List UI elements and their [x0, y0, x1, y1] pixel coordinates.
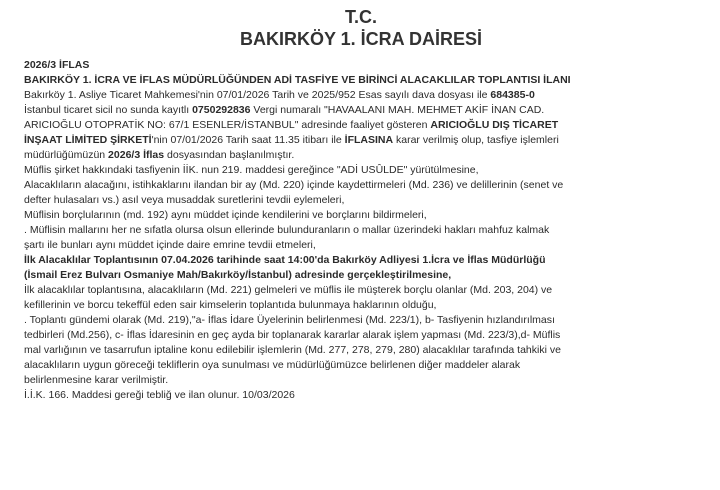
text-span: Bakırköy 1. Asliye Ticaret Mahkemesi'nin 07/01/2026 Tarih ve 2025/952 Esas sayılı dava dosyası ile — [24, 89, 491, 101]
text-span: İstanbul ticaret sicil no sunda kayıtlı — [24, 104, 193, 116]
body-line: tedbirleri (Md.256), c- İflas İdaresinin en geç ayda bir toplanarak kararlar alarak işlem yapması (Md. 223/3),d- Müflis — [24, 329, 561, 341]
trade-registry-number: 684385-0 — [490, 89, 535, 101]
bankruptcy-word: İFLASINA — [344, 134, 394, 146]
body-line: Müflis şirket hakkındaki tasfiyenin İİK. nun 219. maddesi gereğince "ADİ USÛLDE" yürütülmesine, — [24, 164, 479, 176]
meeting-line: (İsmail Erez Bulvarı Osmaniye Mah/Bakırköy/İstanbul) adresinde gerçekleştirilmesine, — [24, 269, 452, 281]
text-span: karar verilmiş olup, tasfiye işlemleri — [393, 134, 559, 146]
body-line: Alacaklıların alacağını, istihkaklarını ilandan bir ay (Md. 220) içinde kaydettirmeleri (Md. 236) ve delillerinin (senet ve — [24, 179, 564, 191]
body-line: . Müflisin mallarını her ne sıfatla olursa olsun ellerinde bulunduranların o mallar üzerindeki hakları mahfuz kalmak — [24, 224, 550, 236]
body-line: kefillerinin ve borcu tekeffül eden sair kimselerin toplantıda bulunmaya haklarının olduğu, — [24, 299, 437, 311]
body-line: . Toplantı gündemi olarak (Md. 219),"a- İflas İdare Üyelerinin belirlenmesi (Md. 223/1), b- Tasfiyenin hızlandırılması — [24, 314, 555, 326]
header-office: BAKIRKÖY 1. İCRA DAİRESİ — [239, 29, 483, 49]
header-republic: T.C. — [344, 7, 377, 27]
file-reference: 2026/3 İFLAS — [24, 59, 90, 71]
body-line: şartı ile bunları aynı müddet içinde daire emrine tevdii etmeleri, — [24, 239, 316, 251]
text-span: dosyasından başlanılmıştır. — [164, 149, 295, 161]
body-line: mal varlığının ve tasarrufun iptaline konu edilebilir işlemlerin (Md. 277, 278, 279, 280) alacaklılar tarafında tahkiki ve — [24, 344, 561, 356]
company-name: ARICIOĞLU DIŞ TİCARET — [430, 119, 559, 131]
body-line: alacaklıların uygun göreceği tekliflerin oya sunulması ve müdürlüğümüzce belirlenen diğer maddeler alarak — [24, 359, 521, 371]
body-line: Müflisin borçlularının (md. 192) aynı müddet içinde kendilerini ve borçlarını bildirmeleri, — [24, 209, 427, 221]
bankruptcy-file: 2026/3 İflas — [108, 149, 165, 161]
notice-title: BAKIRKÖY 1. İCRA VE İFLAS MÜDÜRLÜĞÜNDEN ADİ TASFİYE VE BİRİNCİ ALACAKLILAR TOPLANTISI İLANI — [24, 74, 571, 86]
tax-number: 0750292836 — [192, 104, 251, 116]
body-line: belirlenmesine karar verilmiştir. — [24, 374, 169, 386]
text-span: müdürlüğümüzün — [24, 149, 109, 161]
notice-body — [24, 88, 698, 403]
closing-line: İ.İ.K. 166. Maddesi gereği tebliğ ve ilan olunur. 10/03/2026 — [24, 389, 295, 401]
text-span: ARICIOĞLU OTOPRATİK NO: 67/1 ESENLER/İSTANBUL" adresinde faaliyet gösteren — [24, 119, 431, 131]
meeting-line: İlk Alacaklılar Toplantısının 07.04.2026 tarihinde saat 14:00'da Bakırköy Adliyesi 1.İcra ve İflas Müdürlüğü — [24, 254, 546, 266]
body-line: İlk alacaklılar toplantısına, alacaklıların (Md. 221) gelmeleri ve müflis ile müşterek borçlu olanlar (Md. 203, 204) ve — [24, 284, 553, 296]
text-span: Vergi numaralı "HAVAALANI MAH. MEHMET AKİF İNAN CAD. — [250, 104, 545, 116]
paragraph-intro — [24, 88, 698, 163]
company-name-cont: İNŞAAT LİMİTED ŞİRKETİ — [24, 134, 152, 146]
text-span: 'nin 07/01/2026 Tarih saat 11.35 itibarı ile — [151, 134, 345, 146]
body-line: defter hulasaları vs.) asıl veya musaddak suretlerini tevdii eylemeleri, — [24, 194, 345, 206]
